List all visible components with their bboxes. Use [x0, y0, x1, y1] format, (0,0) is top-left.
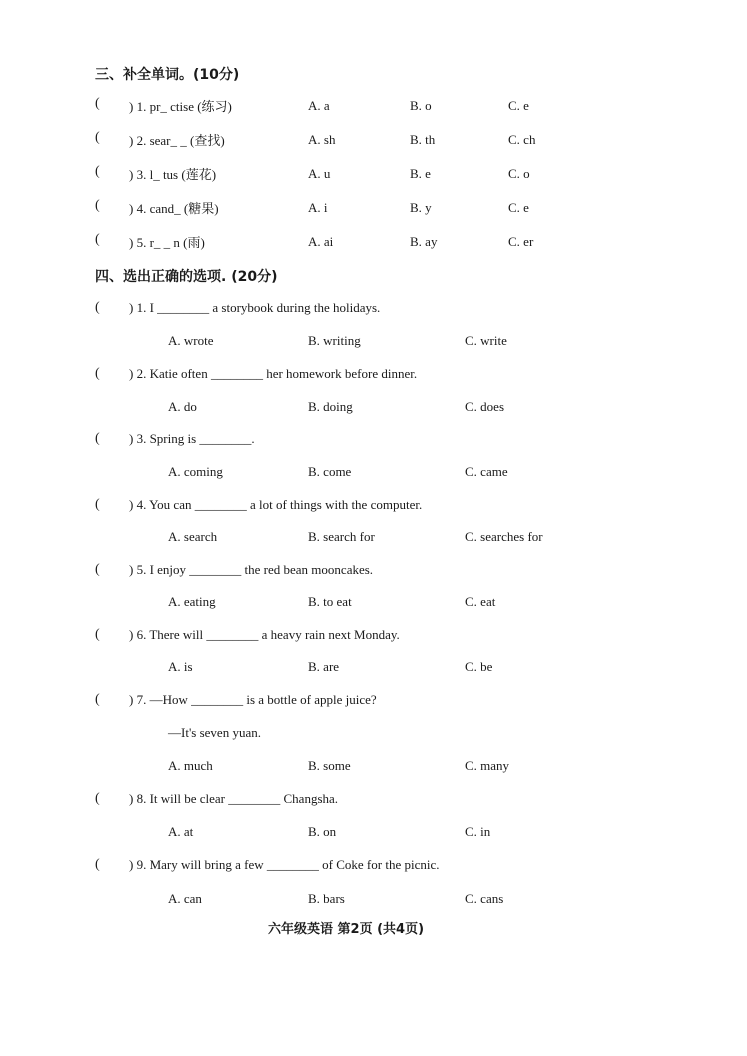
answer-paren: ( [95, 130, 100, 145]
option-a: A. coming [168, 464, 223, 479]
option-b: B. some [308, 758, 351, 773]
answer-paren: ( [95, 164, 100, 179]
option-b: B. o [410, 98, 432, 113]
question-text: ) 7. —How ________ is a bottle of apple juice? [129, 692, 377, 707]
option-b: B. come [308, 464, 352, 479]
answer-line: —It's seven yuan. [168, 725, 261, 740]
option-c: C. ch [508, 132, 536, 147]
option-c: C. searches for [465, 529, 543, 544]
option-a: A. search [168, 529, 218, 544]
option-c: C. er [508, 234, 534, 249]
option-a: A. is [168, 659, 193, 674]
option-c: C. does [465, 399, 504, 414]
option-a: A. at [168, 824, 194, 839]
question-text: ) 2. Katie often ________ her homework before dinner. [129, 366, 418, 381]
option-c: C. came [465, 464, 508, 479]
question-text: ) 2. sear_ _ (查找) [129, 133, 225, 148]
page-footer: 六年级英语 第2页 (共4页) [268, 922, 425, 937]
answer-paren: ( [95, 431, 100, 446]
option-c: C. eat [465, 594, 496, 609]
option-a: A. much [168, 758, 213, 773]
section-3-title: 三、补全单词。(10分) [95, 67, 240, 83]
option-b: B. y [410, 200, 432, 215]
option-c: C. e [508, 200, 529, 215]
option-c: C. write [465, 333, 507, 348]
option-a: A. wrote [168, 333, 214, 348]
option-a: A. sh [308, 132, 336, 147]
option-b: B. doing [308, 399, 353, 414]
option-a: A. eating [168, 594, 216, 609]
answer-paren: ( [95, 791, 100, 806]
option-a: A. ai [308, 234, 334, 249]
option-b: B. writing [308, 333, 361, 348]
option-a: A. do [168, 399, 197, 414]
option-a: A. u [308, 166, 331, 181]
question-text: ) 8. It will be clear ________ Changsha. [129, 791, 339, 806]
option-a: A. i [308, 200, 328, 215]
question-text: ) 1. I ________ a storybook during the holidays. [129, 300, 381, 315]
option-c: C. e [508, 98, 529, 113]
question-text: ) 1. pr_ ctise (练习) [129, 99, 232, 114]
option-b: B. e [410, 166, 431, 181]
answer-paren: ( [95, 562, 100, 577]
answer-paren: ( [95, 96, 100, 111]
question-text: ) 3. l_ tus (莲花) [129, 167, 217, 182]
question-text: ) 5. I enjoy ________ the red bean mooncakes. [129, 562, 374, 577]
answer-paren: ( [95, 692, 100, 707]
option-c: C. many [465, 758, 510, 773]
option-b: B. are [308, 659, 340, 674]
option-c: C. cans [465, 891, 504, 906]
option-b: B. on [308, 824, 337, 839]
answer-paren: ( [95, 857, 100, 872]
question-text: ) 4. You can ________ a lot of things with the computer. [129, 497, 423, 512]
question-text: ) 6. There will ________ a heavy rain next Monday. [129, 627, 400, 642]
answer-paren: ( [95, 497, 100, 512]
question-text: ) 3. Spring is ________. [129, 431, 255, 446]
option-c: C. in [465, 824, 491, 839]
option-a: A. can [168, 891, 202, 906]
option-b: B. th [410, 132, 436, 147]
option-b: B. bars [308, 891, 345, 906]
option-c: C. be [465, 659, 493, 674]
question-text: ) 5. r_ _ n (雨) [129, 235, 205, 250]
answer-paren: ( [95, 627, 100, 642]
option-c: C. o [508, 166, 530, 181]
option-b: B. search for [308, 529, 375, 544]
question-text: ) 4. cand_ (糖果) [129, 201, 219, 216]
section-4-title: 四、选出正确的选项. (20分) [95, 269, 278, 285]
answer-paren: ( [95, 300, 100, 315]
question-text: ) 9. Mary will bring a few ________ of Coke for the picnic. [129, 857, 440, 872]
option-b: B. to eat [308, 594, 352, 609]
option-b: B. ay [410, 234, 438, 249]
answer-paren: ( [95, 232, 100, 247]
option-a: A. a [308, 98, 330, 113]
answer-paren: ( [95, 198, 100, 213]
answer-paren: ( [95, 366, 100, 381]
